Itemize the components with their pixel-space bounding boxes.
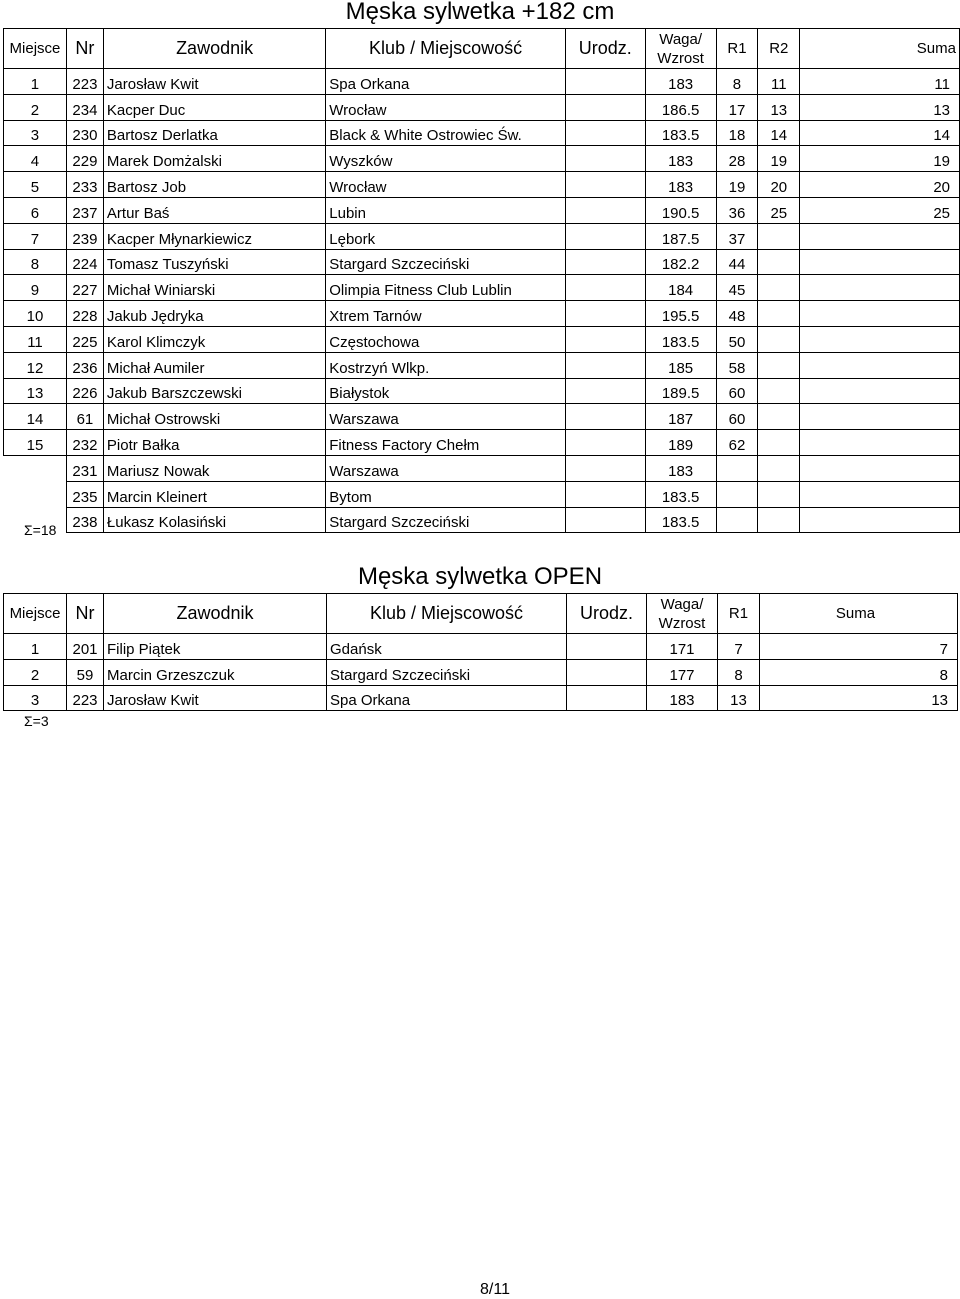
wzrost-cell: 183.5 [645,507,716,533]
section2-sum: Σ=3 [24,713,49,729]
table-row [4,301,960,327]
club-cell: Wyszków [326,146,566,172]
suma-cell: 11 [914,69,960,95]
name-cell: Mariusz Nowak [103,455,325,481]
header-wzrost: Wzrost [657,49,704,67]
header-klub: Klub / Miejscowość [326,29,566,69]
birth-cell [565,94,645,120]
r2-cell: 14 [758,120,800,146]
nr-cell: 225 [66,326,103,352]
r1-cell: 37 [716,223,758,249]
place-cell: 2 [4,659,67,685]
table-row [4,249,960,275]
wzrost-cell: 183.5 [645,481,716,507]
header-waga: Waga/ [660,595,704,613]
wzrost-cell: 183 [647,685,718,711]
r1-cell: 8 [718,659,760,685]
spacer-cell [800,94,914,120]
r1-cell: 13 [718,685,760,711]
club-cell: Warszawa [326,404,566,430]
page-number: 8/11 [480,1281,510,1298]
spacer-cell [800,301,914,327]
nr-cell: 238 [66,507,103,533]
table-header-row [4,594,958,634]
header-r1: R1 [716,29,758,69]
wzrost-cell: 195.5 [645,301,716,327]
place-cell [4,481,67,507]
nr-cell: 223 [66,69,103,95]
header-r1: R1 [718,594,760,634]
header-klub: Klub / Miejscowość [327,594,567,634]
name-cell: Łukasz Kolasiński [103,507,325,533]
birth-cell [565,378,645,404]
header-zawodnik: Zawodnik [104,594,327,634]
name-cell: Michał Ostrowski [103,404,325,430]
club-cell: Spa Orkana [327,685,567,711]
wzrost-cell: 177 [647,659,718,685]
header-waga: Waga/ [659,30,703,48]
name-cell: Marcin Kleinert [103,481,325,507]
spacer-cell [800,146,914,172]
results-table-182 [3,28,960,533]
suma-cell [914,275,960,301]
name-cell: Michał Aumiler [103,352,325,378]
nr-cell: 239 [66,223,103,249]
place-cell: 3 [4,685,67,711]
birth-cell [565,197,645,223]
wzrost-cell: 187.5 [645,223,716,249]
club-cell: Warszawa [326,455,566,481]
place-cell: 1 [4,634,67,660]
club-cell: Wrocław [326,94,566,120]
club-cell: Częstochowa [326,326,566,352]
club-cell: Kostrzyń Wlkp. [326,352,566,378]
wzrost-cell: 186.5 [645,94,716,120]
wzrost-cell: 183 [645,455,716,481]
header-waga-wzrost [645,29,716,69]
header-r2: R2 [758,29,800,69]
header-nr: Nr [67,594,104,634]
club-cell: Białystok [326,378,566,404]
club-cell: Stargard Szczeciński [326,507,566,533]
place-cell: 7 [4,223,67,249]
header-wzrost: Wzrost [658,614,706,632]
suma-cell [914,404,960,430]
wzrost-cell: 189.5 [645,378,716,404]
club-cell: Stargard Szczeciński [327,659,567,685]
wzrost-cell: 182.2 [645,249,716,275]
club-cell: Spa Orkana [326,69,566,95]
club-cell: Bytom [326,481,566,507]
r1-cell [716,455,758,481]
place-cell: 6 [4,197,67,223]
nr-cell: 227 [66,275,103,301]
table-row [4,404,960,430]
r2-cell [758,275,800,301]
suma-cell [914,249,960,275]
birth-cell [565,69,645,95]
r2-cell: 13 [758,94,800,120]
name-cell: Jakub Barszczewski [103,378,325,404]
suma-cell [914,301,960,327]
birth-cell [565,430,645,456]
birth-cell [565,404,645,430]
place-cell: 2 [4,94,67,120]
suma-cell: 20 [914,172,960,198]
spacer-cell [800,249,914,275]
place-cell: 11 [4,326,67,352]
r2-cell [758,223,800,249]
suma-cell [914,481,960,507]
r2-cell: 11 [758,69,800,95]
nr-cell: 228 [66,301,103,327]
club-cell: Black & White Ostrowiec Św. [326,120,566,146]
table-row [4,172,960,198]
r2-cell [758,481,800,507]
header-spacer [800,29,914,69]
r1-cell: 62 [716,430,758,456]
name-cell: Michał Winiarski [103,275,325,301]
wzrost-cell: 190.5 [645,197,716,223]
club-cell: Lubin [326,197,566,223]
r1-cell: 60 [716,404,758,430]
spacer-cell [800,507,914,533]
birth-cell [565,146,645,172]
r1-cell: 17 [716,94,758,120]
suma-cell [914,223,960,249]
header-zawodnik: Zawodnik [103,29,325,69]
spacer-cell [800,378,914,404]
r1-cell: 44 [716,249,758,275]
table-header-row [4,29,960,69]
suma-cell [914,430,960,456]
r2-cell: 25 [758,197,800,223]
spacer-cell [800,455,914,481]
r2-cell: 19 [758,146,800,172]
wzrost-cell: 183.5 [645,326,716,352]
section1-sum: Σ=18 [24,522,57,538]
table-row [4,69,960,95]
results-table-open [3,593,958,711]
wzrost-cell: 185 [645,352,716,378]
name-cell: Bartosz Job [103,172,325,198]
birth-cell [565,455,645,481]
spacer-cell [800,120,914,146]
spacer-cell [800,197,914,223]
spacer-cell [800,172,914,198]
club-cell: Olimpia Fitness Club Lublin [326,275,566,301]
r2-cell: 20 [758,172,800,198]
wzrost-cell: 187 [645,404,716,430]
suma-cell: 13 [914,94,960,120]
section2-title: Męska sylwetka OPEN [357,563,603,590]
wzrost-cell: 189 [645,430,716,456]
table-row [4,146,960,172]
r2-cell [758,455,800,481]
r2-cell [758,404,800,430]
suma-cell: 25 [914,197,960,223]
r1-cell: 45 [716,275,758,301]
nr-cell: 229 [66,146,103,172]
birth-cell [565,507,645,533]
header-nr: Nr [66,29,103,69]
table-row [4,659,958,685]
r1-cell: 50 [716,326,758,352]
wzrost-cell: 171 [647,634,718,660]
place-cell: 9 [4,275,67,301]
birth-cell [565,249,645,275]
nr-cell: 61 [66,404,103,430]
r1-cell: 36 [716,197,758,223]
place-cell: 3 [4,120,67,146]
table-row [4,685,958,711]
place-cell: 12 [4,352,67,378]
table-row [4,634,958,660]
place-cell: 8 [4,249,67,275]
birth-cell [565,275,645,301]
name-cell: Marek Domżalski [103,146,325,172]
header-suma: Suma [914,29,960,69]
spacer-cell [800,275,914,301]
spacer-cell [800,223,914,249]
birth-cell [565,172,645,198]
r2-cell [758,249,800,275]
club-cell: Wrocław [326,172,566,198]
name-cell: Bartosz Derlatka [103,120,325,146]
name-cell: Jarosław Kwit [104,685,327,711]
spacer-cell [800,326,914,352]
suma-cell [914,326,960,352]
nr-cell: 231 [66,455,103,481]
birth-cell [565,301,645,327]
suma-cell [914,352,960,378]
spacer-cell [800,352,914,378]
table-row [4,507,960,533]
club-cell: Stargard Szczeciński [326,249,566,275]
suma-cell: 7 [760,634,958,660]
name-cell: Jakub Jędryka [103,301,325,327]
header-miejsce: Miejsce [4,594,67,634]
nr-cell: 234 [66,94,103,120]
r1-cell: 8 [716,69,758,95]
table-row [4,378,960,404]
place-cell: 5 [4,172,67,198]
nr-cell: 230 [66,120,103,146]
name-cell: Kacper Młynarkiewicz [103,223,325,249]
birth-cell [565,120,645,146]
spacer-cell [800,404,914,430]
r2-cell [758,352,800,378]
r1-cell [716,481,758,507]
suma-cell [914,378,960,404]
place-cell: 13 [4,378,67,404]
table-row [4,455,960,481]
table-row [4,94,960,120]
spacer-cell [800,69,914,95]
name-cell: Karol Klimczyk [103,326,325,352]
name-cell: Kacper Duc [103,94,325,120]
place-cell: 1 [4,69,67,95]
r1-cell: 48 [716,301,758,327]
r1-cell [716,507,758,533]
r2-cell [758,507,800,533]
birth-cell [565,223,645,249]
r1-cell: 28 [716,146,758,172]
place-cell: 10 [4,301,67,327]
wzrost-cell: 183.5 [645,120,716,146]
name-cell: Filip Piątek [104,634,327,660]
name-cell: Tomasz Tuszyński [103,249,325,275]
header-suma: Suma [760,594,958,634]
nr-cell: 237 [66,197,103,223]
table-row [4,481,960,507]
nr-cell: 235 [66,481,103,507]
r1-cell: 19 [716,172,758,198]
r1-cell: 60 [716,378,758,404]
place-cell: 4 [4,146,67,172]
section1-title: Męska sylwetka +182 cm [345,0,615,25]
header-urodz: Urodz. [565,29,645,69]
birth-cell [565,352,645,378]
suma-cell: 8 [760,659,958,685]
table-row [4,275,960,301]
place-cell: 15 [4,430,67,456]
header-waga-wzrost [647,594,718,634]
club-cell: Fitness Factory Chełm [326,430,566,456]
name-cell: Artur Baś [103,197,325,223]
club-cell: Xtrem Tarnów [326,301,566,327]
table-row [4,197,960,223]
nr-cell: 226 [66,378,103,404]
wzrost-cell: 183 [645,69,716,95]
wzrost-cell: 184 [645,275,716,301]
club-cell: Lębork [326,223,566,249]
wzrost-cell: 183 [645,172,716,198]
birth-cell [567,659,647,685]
r2-cell [758,301,800,327]
birth-cell [567,685,647,711]
table-row [4,352,960,378]
nr-cell: 59 [67,659,104,685]
birth-cell [565,326,645,352]
birth-cell [567,634,647,660]
nr-cell: 201 [67,634,104,660]
suma-cell: 13 [760,685,958,711]
r2-cell [758,326,800,352]
r1-cell: 18 [716,120,758,146]
nr-cell: 233 [66,172,103,198]
spacer-cell [800,481,914,507]
r2-cell [758,430,800,456]
table-row [4,120,960,146]
wzrost-cell: 183 [645,146,716,172]
suma-cell [914,507,960,533]
r1-cell: 7 [718,634,760,660]
r1-cell: 58 [716,352,758,378]
name-cell: Jarosław Kwit [103,69,325,95]
name-cell: Piotr Bałka [103,430,325,456]
nr-cell: 232 [66,430,103,456]
nr-cell: 224 [66,249,103,275]
header-urodz: Urodz. [567,594,647,634]
suma-cell [914,455,960,481]
r2-cell [758,378,800,404]
table-row [4,430,960,456]
place-cell: 14 [4,404,67,430]
spacer-cell [800,430,914,456]
header-miejsce: Miejsce [4,29,67,69]
birth-cell [565,481,645,507]
nr-cell: 223 [67,685,104,711]
place-cell [4,455,67,481]
table-row [4,326,960,352]
nr-cell: 236 [66,352,103,378]
name-cell: Marcin Grzeszczuk [104,659,327,685]
club-cell: Gdańsk [327,634,567,660]
suma-cell: 19 [914,146,960,172]
suma-cell: 14 [914,120,960,146]
table-row [4,223,960,249]
